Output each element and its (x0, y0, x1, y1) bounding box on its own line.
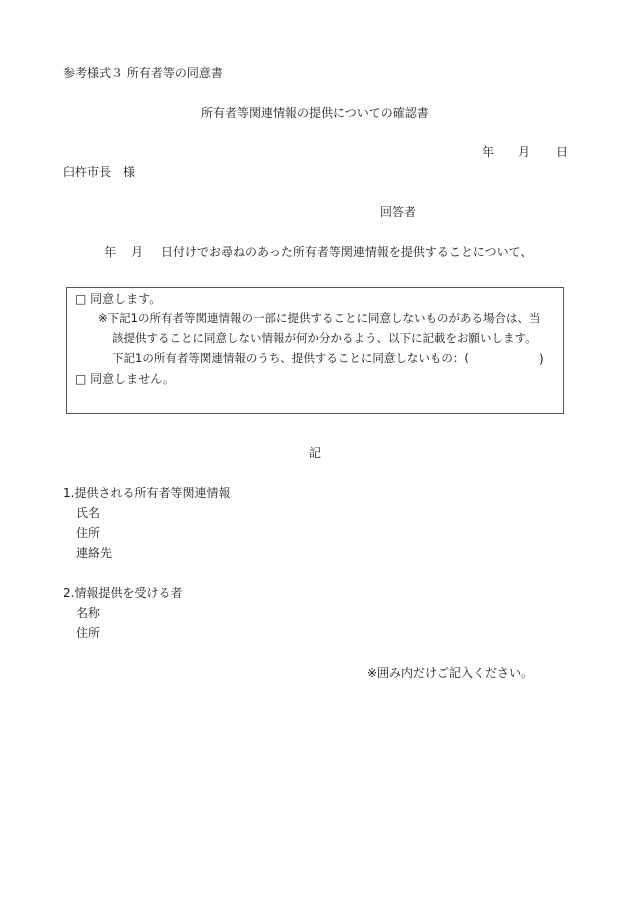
section1-item-name: 氏名 (76, 506, 101, 520)
addressee: 臼杵市長 様 (63, 165, 136, 179)
section1-heading: 1.提供される所有者等関連情報 (63, 486, 231, 500)
form-reference: 参考様式３ 所有者等の同意書 (63, 66, 223, 80)
intro-text: 日付けでお尋ねのあった所有者等関連情報を提供することについて、 (161, 245, 533, 259)
agree-checkbox-option[interactable]: □ 同意します。 (75, 292, 162, 306)
section1-item-contact: 連絡先 (76, 546, 113, 560)
partial-consent-note-line2: 該提供することに同意しない情報が何か分かるよう、以下に記載をお願いします。 (112, 331, 537, 345)
disagree-checkbox-option[interactable]: □ 同意しません。 (75, 372, 175, 386)
date-month-label: 月 (518, 145, 531, 159)
footer-note: ※囲み内だけご記入ください。 (367, 666, 534, 680)
ki-heading: 記 (309, 446, 322, 460)
section2-item-address: 住所 (76, 626, 101, 640)
partial-consent-close-paren: ) (539, 352, 544, 366)
document-title: 所有者等関連情報の提供についての確認書 (201, 106, 429, 120)
partial-consent-note-line3: 下記1の所有者等関連情報のうち、提供することに同意しないもの：( (112, 351, 469, 365)
date-day-label: 日 (556, 145, 569, 159)
intro-month-label: 月 (131, 245, 144, 259)
section1-item-address: 住所 (76, 526, 101, 540)
intro-year-label: 年 (104, 245, 117, 259)
section2-item-org-name: 名称 (76, 606, 101, 620)
partial-consent-note-line1: ※下記1の所有者等関連情報の一部に提供することに同意しないものがある場合は、当 (98, 311, 541, 325)
section2-heading: 2.情報提供を受ける者 (63, 586, 183, 600)
date-year-label: 年 (482, 145, 495, 159)
respondent-label: 回答者 (380, 205, 417, 219)
